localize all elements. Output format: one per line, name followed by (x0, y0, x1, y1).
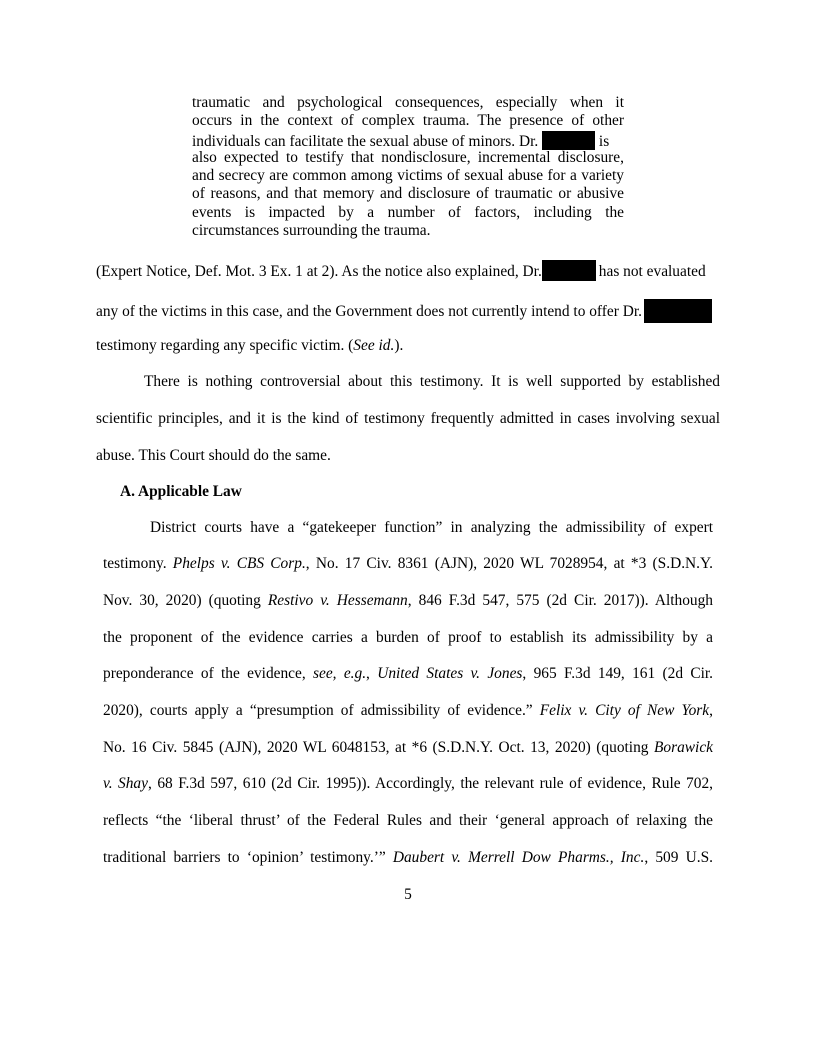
paragraph-line: Nov. 30, 2020) (quoting Restivo v. Hessemann, 846 F.3d 547, 575 (2d Cir. 2017)). Although (103, 592, 713, 609)
quote-line: and secrecy are common among victims of sexual abuse for a variety (192, 167, 624, 185)
paragraph-line: reflects “the ‘liberal thrust’ of the Federal Rules and their ‘general approach of relaxing the (103, 812, 713, 829)
paragraph-line: v. Shay, 68 F.3d 597, 610 (2d Cir. 1995)). Accordingly, the relevant rule of evidence, Rule 702, (103, 775, 713, 792)
redaction-box (644, 299, 712, 323)
paragraph-line: District courts have a “gatekeeper function” in analyzing the admissibility of expert (150, 519, 713, 536)
quote-line: occurs in the context of complex trauma. The presence of other (192, 112, 624, 130)
citation: See id. (353, 337, 395, 354)
paragraph-line: the proponent of the evidence carries a burden of proof to establish its admissibility by a (103, 629, 713, 646)
paragraph-line: preponderance of the evidence, see, e.g., United States v. Jones, 965 F.3d 149, 161 (2d Cir. (103, 665, 713, 682)
case-citation: Borawick (654, 739, 713, 756)
paragraph-line: No. 16 Civ. 5845 (AJN), 2020 WL 6048153, at *6 (S.D.N.Y. Oct. 13, 2020) (quoting Borawick (103, 739, 713, 756)
quote-line: events is impacted by a number of factors, including the (192, 203, 624, 221)
redaction-box (542, 131, 595, 150)
signal-citation: see, e.g. (313, 665, 367, 682)
case-citation: Felix v. City of New York (539, 702, 710, 719)
paragraph-line: testimony. Phelps v. CBS Corp., No. 17 Civ. 8361 (AJN), 2020 WL 7028954, at *3 (S.D.N.Y. (103, 555, 713, 572)
paragraph-line: traditional barriers to ‘opinion’ testimony.’” Daubert v. Merrell Dow Pharms., Inc., 509 U.S. (103, 849, 714, 866)
redaction-box (542, 260, 596, 281)
page-number: 5 (404, 886, 412, 903)
paragraph-line: scientific principles, and it is the kind of testimony frequently admitted in cases involving sexual (96, 410, 720, 427)
paragraph-line: abuse. This Court should do the same. (96, 447, 331, 464)
case-citation: Restivo v. Hessemann (267, 592, 408, 609)
quote-line: also expected to testify that nondisclosure, incremental disclosure, (192, 148, 624, 166)
paragraph-line: any of the victims in this case, and the Government does not currently intend to offer Dr. (96, 299, 712, 323)
block-quote (192, 94, 624, 240)
case-citation: United States v. Jones (377, 665, 523, 682)
paragraph-line: There is nothing controversial about this testimony. It is well supported by established (144, 373, 720, 390)
quote-line: circumstances surrounding the trauma. (192, 222, 431, 240)
paragraph-line: 2020), courts apply a “presumption of admissibility of evidence.” Felix v. City of New York, (103, 702, 713, 719)
case-citation: Daubert v. Merrell Dow Pharms., Inc. (392, 849, 645, 866)
quote-line: traumatic and psychological consequences, especially when it (192, 94, 624, 111)
section-heading: A. Applicable Law (120, 483, 242, 500)
paragraph-line: testimony regarding any specific victim. (See id.). (96, 337, 404, 354)
case-citation: Phelps v. CBS Corp. (172, 555, 306, 572)
quote-line: individuals can facilitate the sexual abuse of minors. Dr. is (192, 132, 610, 150)
quote-line: of reasons, and that memory and disclosure of traumatic or abusive (192, 185, 624, 203)
paragraph-line: (Expert Notice, Def. Mot. 3 Ex. 1 at 2). As the notice also explained, Dr. has not evaluated (96, 260, 706, 282)
case-citation: v. Shay (103, 775, 148, 792)
